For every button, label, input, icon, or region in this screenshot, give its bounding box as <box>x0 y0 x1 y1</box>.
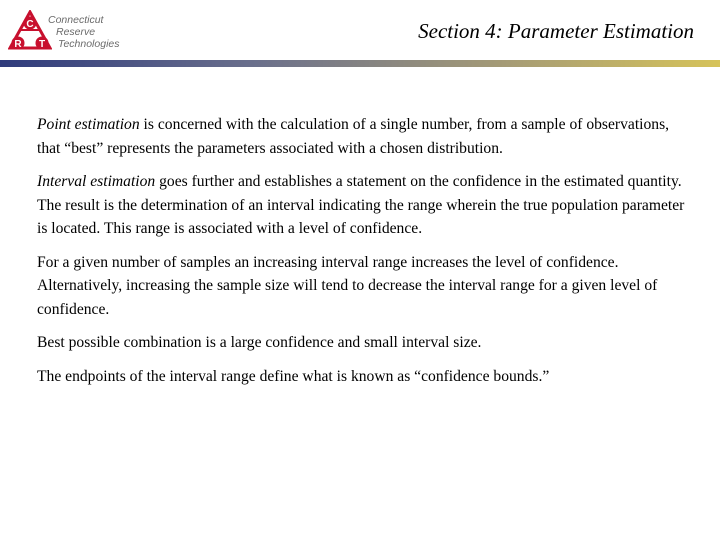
header-gradient-rule <box>0 60 720 67</box>
paragraph-interval-estimation <box>37 170 687 241</box>
slide-title: Section 4: Parameter Estimation <box>418 19 694 43</box>
paragraph-best-combination: Best possible combination is a large confidence and small interval size. <box>37 334 482 351</box>
term-point-estimation: Point estimation <box>37 116 140 133</box>
logo-letter-c: C <box>26 19 34 30</box>
paragraph-point-estimation-text: is concerned with the calculation of a single number, from a sample of observations, that “best” represents the parameters associated with a chosen distribution. <box>37 116 670 157</box>
paragraph-interval-estimation-text: goes further and establishes a statement on the confidence in the estimated quantity. The result is the determination of an interval indicating the range wherein the true population parameter is located. This range is associated with a level of confidence. <box>37 173 685 237</box>
logo-text-line-1: Connecticut <box>48 14 104 26</box>
paragraph-point-estimation <box>37 113 687 160</box>
logo-text-line-3: Technologies <box>58 38 120 50</box>
term-interval-estimation: Interval estimation <box>37 173 156 190</box>
crt-triangle-logo-icon <box>8 10 52 52</box>
paragraph-confidence-bounds: The endpoints of the interval range define what is known as “confidence bounds.” <box>37 367 550 385</box>
paragraph-sample-size: For a given number of samples an increasing interval range increases the level of confidence. Alternatively, increasing the sample size will tend to decrease the interval range for a given level of confidence. <box>37 253 658 318</box>
company-logo <box>8 10 138 58</box>
logo-letter-t: T <box>38 39 46 50</box>
logo-letter-r: R <box>14 39 22 50</box>
logo-text-line-2: Reserve <box>56 26 96 38</box>
slide-body <box>37 113 687 398</box>
